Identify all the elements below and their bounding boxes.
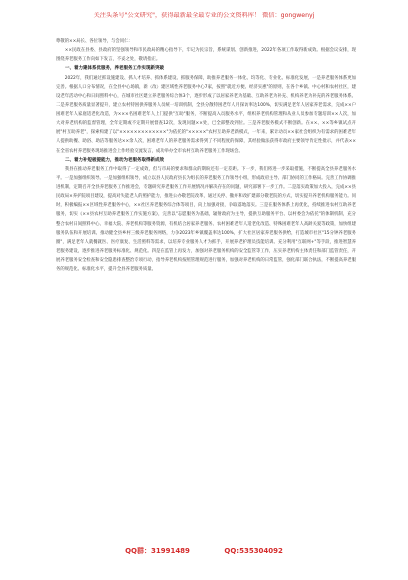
contact-footer: [0, 546, 408, 556]
section-1-paragraph: 2022年，我们通过抓设施建设、抓人才培养、抓体系建设、抓服务保障，助推养老服务一体化、均等化、专业化、标准化发展，一是养老服务体系更加完善。根据人口分布情况，在全县中心场镇，新（改）建区域性养老服务中心7家，按照"就近方便、经济实惠"的原则，在各个乡镇、中心村和农村社区，建设老年活动中心和日间照料中心，在城市社区建立养老服务综合体3个，逐步形成了以居家养老为基础、互助养老为补充、机构养老为补充的养老服务体系。二是养老服务质量显著提升，建立农村特困供养服务人员统一培训机制，全县分散特困老年人月探访率达100%，切实满足老年人居家养老需求，完成××户困难老年人家庭适老化改造，为×××名困难老年人上门提供"互助"服务，不断提高入员服务水平，组织养老机构管理和从业人员参加专题培训××人次，加大对养老机构的监督管理，全年定期或不定期开展督查12次，发现问题××处，已全部整改到位。三是养老服务模式不断创新。在××、××等乡镇试点开展"村互助养老"，探索构建了以"×××××××××××××"为依托的"×××××"农村互助养老新模式，一年来，累计动员××家社会组织为有需求的困难老年人提供助餐、助浴、助洁等服务达××余人次，困难老年人的养老服务需求得到了不同程度的保障，其经验做法获得市政府主要领导肯定性批示，并代表××在全省农村养老服务现场推进会上作经验交流发言，成功举办全市农村互助养老服务工作现场会。: [56, 75, 356, 154]
promo-banner: 关注头条号"公文研究"，获得最新最全最专业的公文资料库！ 微信：gongwenyj: [93, 12, 315, 19]
salutation: 尊敬的××局长、各位领导，与会同仁：: [56, 39, 133, 44]
section-heading-2: 二、着力补短板提能力，推动为老服务取得新成效: [65, 157, 164, 163]
section-2-paragraph: 我县在推动养老服务工作中取得了一定成效，但与市局的要求和群众的期盼还有一定差距。下一步，我们将进一步采取措施，不断提高全县养老服务水平。一是加强组织领导。一是加强组织领导，成立以县人民政府县长为组长的养老服务工作领导小组，形成政府主导、部门协同的工作格局。完善工作协调推进机制，定期召开全县养老服务工作推进会，专题研究养老服务工作开展情况并解决存在的问题，研究部署下一步工作。二是落实政策加大投入，完成××县民政局×养护院项目建设，提高对失能老人的照护能力，推进公办敬老院改革，通过关停、撤并和改扩建部分敬老院的方式，切实提升养老机构服务能力。同时，积极编报××区域性养老服务中心，××社区养老服务综合体等项目，向上加强对接，争取落地落实。三是在服务体系上再优化，持续推进农村互助养老服务，切实《××县农村互助养老服务工作实施方案》，完善以"志愿服务为基础，辐射政府为主导，提供互助服务平台、以村委会为依托"的体制机制，充分整合农村日间照料中心、幸福大院、养老机构等服务资源，有机结合居家养老服务、农村困难老年人适老化改造、特殊困难老年人高龄关爱等政策，加快组建服务队伍和开展培训。推动健全县乡村三级养老服务网络，力争2023年乡镇覆盖率达100%，扩大社区居家养老服务供给，打造城市社区"15分钟养老服务圈"，满足老年人就餐就医、医疗康复、生活照料等需求，以培养专业服务人才为抓手，开展养老护理员技能培训。充分利用"互联网+"等手段，推进智慧养老服务建设，逐步推进养老服务标准化、规范化。四是在监管上再发力，加强对养老服务机构的安全监管等工作，压实养老机构主体责任和部门监管责任，开展养老服务安全检查和安全隐患排查整治专项行动，指导养老机构按照管理规范进行服务，加强对养老机构的日常监管，强化部门联合执法，不断提高养老服务的规范化、标准化水平，提升全县养老服务质量。: [56, 166, 356, 273]
qq-number-text: QQ:535304092: [224, 547, 283, 555]
intro-paragraph: ××民政在县委、县政府的坚强领导和市民政局的精心指导下，牢记为民宗旨，系统谋划、创新推进，2022年各项工作取得新成效。根据会议安排，现围绕养老服务工作向如下发言，不妥之处，敬请指正。: [56, 48, 356, 63]
section-heading-1: 一、着力建体系优服务，养老服务工作实现新突破: [65, 66, 164, 72]
qq-group-text: QQ群：31991489: [125, 547, 190, 555]
document-body: [56, 37, 356, 274]
